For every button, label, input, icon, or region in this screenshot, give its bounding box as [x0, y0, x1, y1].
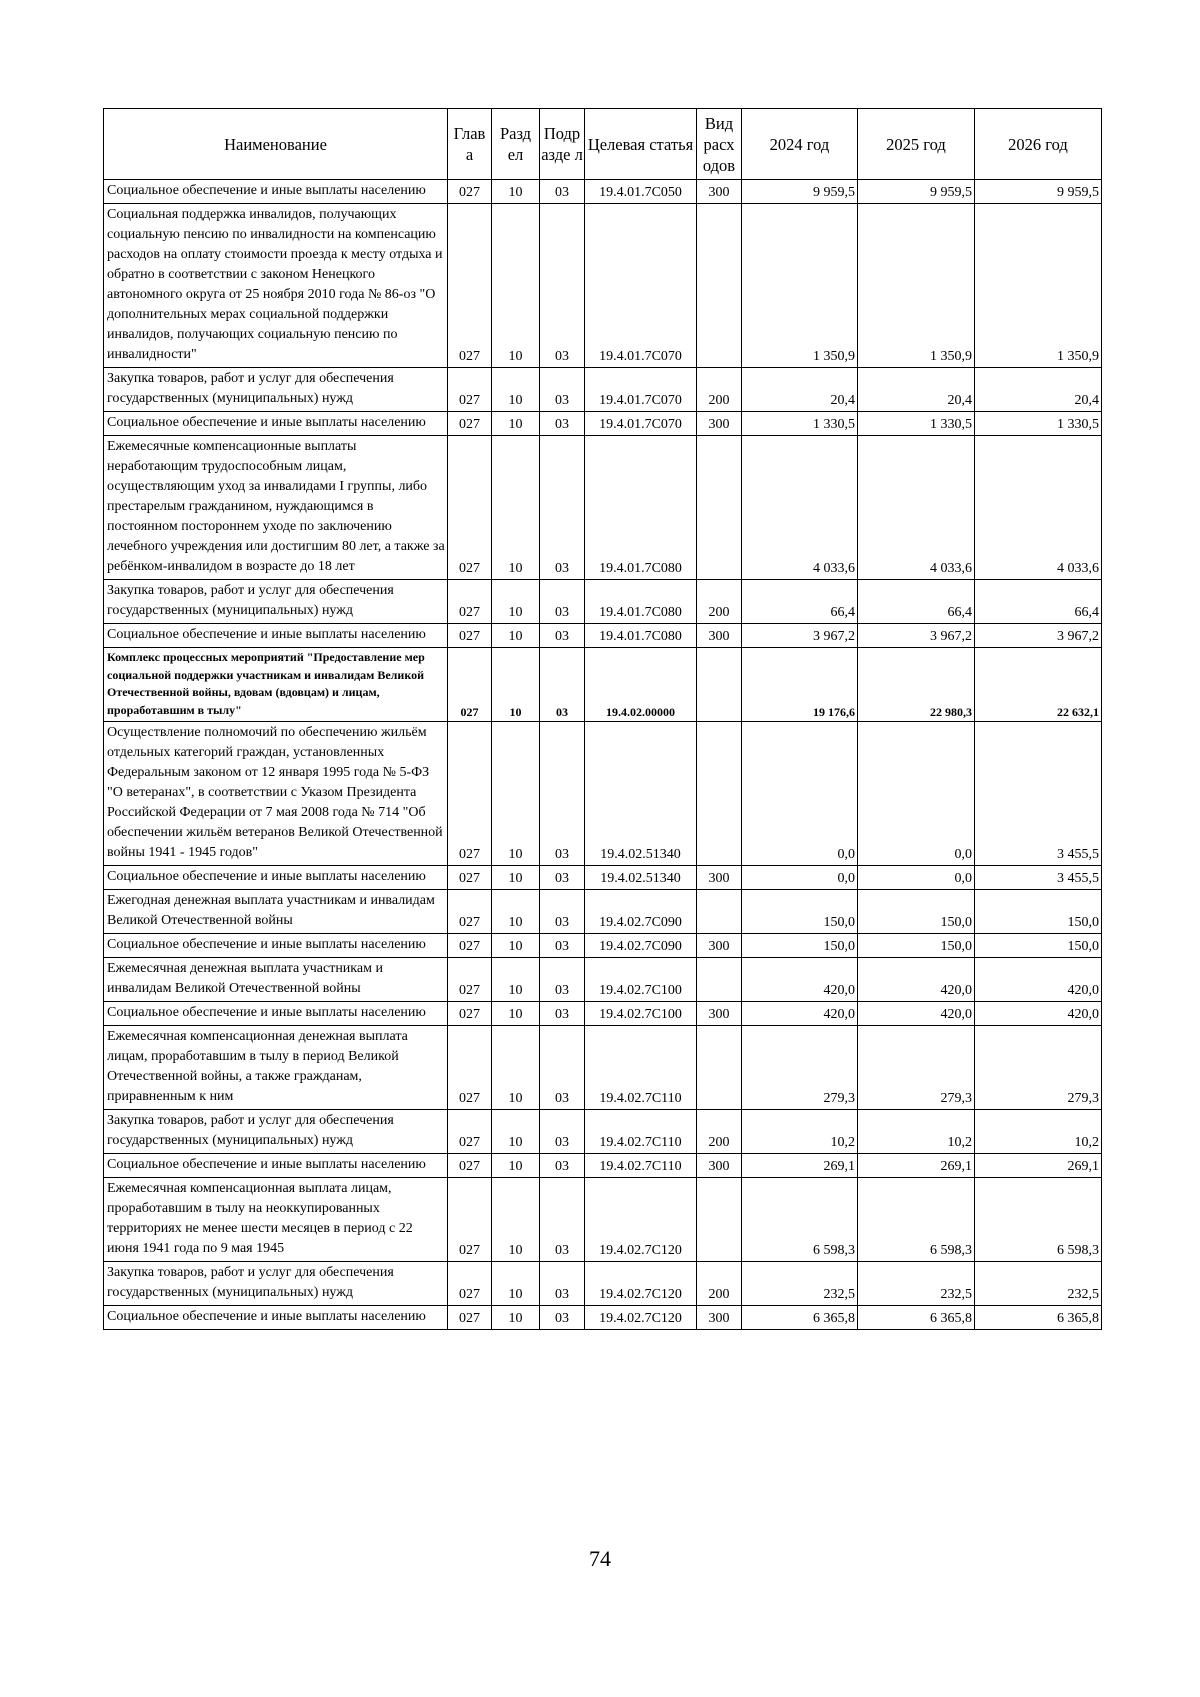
row-target-cell: 19.4.01.7С070 [585, 368, 697, 412]
row-2024-cell: 150,0 [742, 934, 858, 958]
row-subsection-cell: 03 [540, 1110, 585, 1154]
row-chapter-cell: 027 [448, 624, 492, 648]
row-2026-cell: 232,5 [975, 1262, 1102, 1306]
row-2024-cell: 1 330,5 [742, 412, 858, 436]
row-subsection-cell: 03 [540, 866, 585, 890]
row-2025-cell: 10,2 [858, 1110, 975, 1154]
row-name-cell: Закупка товаров, работ и услуг для обеспечения государственных (муниципальных) нужд [104, 368, 448, 412]
row-subsection-cell: 03 [540, 958, 585, 1002]
row-2026-cell: 279,3 [975, 1026, 1102, 1110]
row-chapter-cell: 027 [448, 890, 492, 934]
row-subsection-cell: 03 [540, 180, 585, 204]
row-name-cell: Ежегодная денежная выплата участникам и инвалидам Великой Отечественной войны [104, 890, 448, 934]
row-2026-cell: 6 598,3 [975, 1178, 1102, 1262]
table-row [104, 1002, 1102, 1026]
row-target-cell: 19.4.01.7С070 [585, 204, 697, 368]
row-2026-cell: 269,1 [975, 1154, 1102, 1178]
row-2025-cell: 0,0 [858, 866, 975, 890]
row-target-cell: 19.4.02.7С100 [585, 958, 697, 1002]
table-row [104, 1110, 1102, 1154]
row-chapter-cell: 027 [448, 436, 492, 580]
row-subsection-cell: 03 [540, 368, 585, 412]
row-chapter-cell: 027 [448, 368, 492, 412]
row-2026-cell: 20,4 [975, 368, 1102, 412]
row-expense-type-cell: 200 [697, 1110, 742, 1154]
row-chapter-cell: 027 [448, 934, 492, 958]
row-subsection-cell: 03 [540, 890, 585, 934]
row-2024-cell: 3 967,2 [742, 624, 858, 648]
row-target-cell: 19.4.02.00000 [585, 648, 697, 722]
row-target-cell: 19.4.01.7С080 [585, 624, 697, 648]
row-2026-cell: 66,4 [975, 580, 1102, 624]
header-section: Разд ел [492, 109, 540, 180]
row-name-cell: Закупка товаров, работ и услуг для обеспечения государственных (муниципальных) нужд [104, 580, 448, 624]
row-subsection-cell: 03 [540, 624, 585, 648]
header-expense-type: Вид расх одов [697, 109, 742, 180]
row-chapter-cell: 027 [448, 722, 492, 866]
row-chapter-cell: 027 [448, 1178, 492, 1262]
row-section-cell: 10 [492, 1110, 540, 1154]
row-2025-cell: 4 033,6 [858, 436, 975, 580]
row-expense-type-cell: 300 [697, 866, 742, 890]
header-subsection: Подр азде л [540, 109, 585, 180]
row-subsection-cell: 03 [540, 1306, 585, 1330]
row-target-cell: 19.4.02.7С110 [585, 1026, 697, 1110]
row-chapter-cell: 027 [448, 580, 492, 624]
row-expense-type-cell: 200 [697, 1262, 742, 1306]
row-chapter-cell: 027 [448, 1262, 492, 1306]
row-target-cell: 19.4.02.7С110 [585, 1154, 697, 1178]
row-subsection-cell: 03 [540, 412, 585, 436]
row-chapter-cell: 027 [448, 958, 492, 1002]
row-section-cell: 10 [492, 1306, 540, 1330]
row-2026-cell: 3 455,5 [975, 866, 1102, 890]
row-target-cell: 19.4.02.7С120 [585, 1178, 697, 1262]
row-name-cell: Ежемесячная компенсационная денежная выплата лицам, проработавшим в тылу в период Великой Отечественной войны, а также гражданам, приравненным к ним [104, 1026, 448, 1110]
row-name-cell: Ежемесячные компенсационные выплаты неработающим трудоспособным лицам, осуществляющим уход за инвалидами I группы, либо престарелым гражданином, нуждающимся в постоянном постороннем уходе по заключению лечебного учреждения или достигшим 80 лет, а также за ребёнком-инвалидом в возрасте до 18 лет [104, 436, 448, 580]
row-chapter-cell: 027 [448, 648, 492, 722]
row-name-cell: Социальная поддержка инвалидов, получающих социальную пенсию по инвалидности на компенсацию расходов на оплату стоимости проезда к месту отдыха и обратно в соответствии с законом Ненецкого автономного округа от 25 ноября 2010 года № 86-оз "О дополнительных мерах социальной поддержки инвалидов, получающих социальную пенсию по инвалидности" [104, 204, 448, 368]
row-name-cell: Закупка товаров, работ и услуг для обеспечения государственных (муниципальных) нужд [104, 1262, 448, 1306]
row-expense-type-cell: 300 [697, 1002, 742, 1026]
row-target-cell: 19.4.02.7С090 [585, 934, 697, 958]
row-chapter-cell: 027 [448, 1002, 492, 1026]
row-name-cell: Комплекс процессных мероприятий "Предоставление мер социальной поддержки участникам и инвалидам Великой Отечественной войны, вдовам (вдовцам) и лицам, проработавшим в тылу" [104, 648, 448, 722]
table-body [104, 180, 1102, 1330]
row-2024-cell: 6 365,8 [742, 1306, 858, 1330]
row-name-cell: Социальное обеспечение и иные выплаты населению [104, 180, 448, 204]
row-name-cell: Социальное обеспечение и иные выплаты населению [104, 866, 448, 890]
row-subsection-cell: 03 [540, 1154, 585, 1178]
row-2025-cell: 3 967,2 [858, 624, 975, 648]
row-2025-cell: 150,0 [858, 934, 975, 958]
row-2025-cell: 232,5 [858, 1262, 975, 1306]
row-section-cell: 10 [492, 648, 540, 722]
row-expense-type-cell [697, 1178, 742, 1262]
row-target-cell: 19.4.02.7С100 [585, 1002, 697, 1026]
row-expense-type-cell [697, 722, 742, 866]
row-expense-type-cell: 200 [697, 368, 742, 412]
row-2026-cell: 150,0 [975, 890, 1102, 934]
row-2024-cell: 9 959,5 [742, 180, 858, 204]
row-chapter-cell: 027 [448, 180, 492, 204]
table-row [104, 1154, 1102, 1178]
row-2024-cell: 10,2 [742, 1110, 858, 1154]
table-row [104, 412, 1102, 436]
table-row [104, 1178, 1102, 1262]
row-section-cell: 10 [492, 368, 540, 412]
header-chapter: Глав а [448, 109, 492, 180]
table-row [104, 890, 1102, 934]
row-2026-cell: 6 365,8 [975, 1306, 1102, 1330]
table-row [104, 204, 1102, 368]
row-2025-cell: 279,3 [858, 1026, 975, 1110]
row-2025-cell: 1 330,5 [858, 412, 975, 436]
row-name-cell: Социальное обеспечение и иные выплаты населению [104, 412, 448, 436]
row-2025-cell: 6 598,3 [858, 1178, 975, 1262]
row-section-cell: 10 [492, 722, 540, 866]
table-row [104, 1306, 1102, 1330]
table-row [104, 866, 1102, 890]
row-2024-cell: 19 176,6 [742, 648, 858, 722]
table-row [104, 1262, 1102, 1306]
row-target-cell: 19.4.01.7С050 [585, 180, 697, 204]
row-section-cell: 10 [492, 412, 540, 436]
row-section-cell: 10 [492, 204, 540, 368]
row-name-cell: Ежемесячная компенсационная выплата лицам, проработавшим в тылу на неоккупированных территориях не менее шести месяцев в период с 22 июня 1941 года по 9 мая 1945 [104, 1178, 448, 1262]
header-name: Наименование [104, 109, 448, 180]
row-2024-cell: 0,0 [742, 866, 858, 890]
budget-table [103, 108, 1102, 1330]
row-2025-cell: 420,0 [858, 1002, 975, 1026]
row-2025-cell: 150,0 [858, 890, 975, 934]
row-subsection-cell: 03 [540, 1262, 585, 1306]
row-section-cell: 10 [492, 180, 540, 204]
row-2024-cell: 1 350,9 [742, 204, 858, 368]
row-target-cell: 19.4.02.7С120 [585, 1262, 697, 1306]
row-2024-cell: 420,0 [742, 958, 858, 1002]
row-2026-cell: 1 350,9 [975, 204, 1102, 368]
row-expense-type-cell: 300 [697, 180, 742, 204]
page-number: 74 [589, 1546, 611, 1571]
row-section-cell: 10 [492, 1178, 540, 1262]
row-target-cell: 19.4.02.7С090 [585, 890, 697, 934]
row-chapter-cell: 027 [448, 1110, 492, 1154]
row-subsection-cell: 03 [540, 722, 585, 866]
row-expense-type-cell: 300 [697, 624, 742, 648]
row-subsection-cell: 03 [540, 436, 585, 580]
row-2026-cell: 4 033,6 [975, 436, 1102, 580]
row-section-cell: 10 [492, 624, 540, 648]
row-expense-type-cell [697, 648, 742, 722]
row-name-cell: Социальное обеспечение и иные выплаты населению [104, 934, 448, 958]
row-name-cell: Осуществление полномочий по обеспечению жильём отдельных категорий граждан, установленных Федеральным законом от 12 января 1995 года № 5-ФЗ "О ветеранах", в соответствии с Указом Президента Российской Федерации от 7 мая 2008 года № 714 "Об обеспечении жильём ветеранов Великой Отечественной войны 1941 - 1945 годов" [104, 722, 448, 866]
row-2025-cell: 66,4 [858, 580, 975, 624]
row-subsection-cell: 03 [540, 1026, 585, 1110]
row-2024-cell: 279,3 [742, 1026, 858, 1110]
row-2024-cell: 20,4 [742, 368, 858, 412]
table-row [104, 436, 1102, 580]
row-2026-cell: 1 330,5 [975, 412, 1102, 436]
row-2025-cell: 22 980,3 [858, 648, 975, 722]
row-2025-cell: 6 365,8 [858, 1306, 975, 1330]
table-row [104, 180, 1102, 204]
row-2026-cell: 3 967,2 [975, 624, 1102, 648]
row-2024-cell: 150,0 [742, 890, 858, 934]
row-subsection-cell: 03 [540, 1178, 585, 1262]
row-name-cell: Социальное обеспечение и иные выплаты населению [104, 1154, 448, 1178]
row-expense-type-cell: 200 [697, 580, 742, 624]
row-2024-cell: 6 598,3 [742, 1178, 858, 1262]
row-target-cell: 19.4.02.7С110 [585, 1110, 697, 1154]
row-section-cell: 10 [492, 958, 540, 1002]
row-target-cell: 19.4.02.51340 [585, 866, 697, 890]
row-name-cell: Ежемесячная денежная выплата участникам и инвалидам Великой Отечественной войны [104, 958, 448, 1002]
row-section-cell: 10 [492, 1026, 540, 1110]
row-section-cell: 10 [492, 1154, 540, 1178]
table-row [104, 1026, 1102, 1110]
row-subsection-cell: 03 [540, 1002, 585, 1026]
table-row [104, 580, 1102, 624]
row-expense-type-cell: 300 [697, 1306, 742, 1330]
row-subsection-cell: 03 [540, 204, 585, 368]
row-name-cell: Социальное обеспечение и иные выплаты населению [104, 1002, 448, 1026]
row-2024-cell: 0,0 [742, 722, 858, 866]
row-name-cell: Закупка товаров, работ и услуг для обеспечения государственных (муниципальных) нужд [104, 1110, 448, 1154]
row-2024-cell: 4 033,6 [742, 436, 858, 580]
row-name-cell: Социальное обеспечение и иные выплаты населению [104, 624, 448, 648]
row-2026-cell: 10,2 [975, 1110, 1102, 1154]
table-row [104, 624, 1102, 648]
row-section-cell: 10 [492, 580, 540, 624]
row-2025-cell: 20,4 [858, 368, 975, 412]
row-section-cell: 10 [492, 1002, 540, 1026]
table-row [104, 958, 1102, 1002]
row-expense-type-cell [697, 1026, 742, 1110]
row-2026-cell: 420,0 [975, 1002, 1102, 1026]
row-subsection-cell: 03 [540, 648, 585, 722]
row-2025-cell: 0,0 [858, 722, 975, 866]
row-expense-type-cell [697, 958, 742, 1002]
row-subsection-cell: 03 [540, 580, 585, 624]
row-2025-cell: 9 959,5 [858, 180, 975, 204]
row-2024-cell: 269,1 [742, 1154, 858, 1178]
row-chapter-cell: 027 [448, 412, 492, 436]
header-2025: 2025 год [858, 109, 975, 180]
row-target-cell: 19.4.01.7С080 [585, 580, 697, 624]
row-name-cell: Социальное обеспечение и иные выплаты населению [104, 1306, 448, 1330]
row-2026-cell: 22 632,1 [975, 648, 1102, 722]
row-2025-cell: 1 350,9 [858, 204, 975, 368]
row-chapter-cell: 027 [448, 1026, 492, 1110]
row-subsection-cell: 03 [540, 934, 585, 958]
row-expense-type-cell [697, 436, 742, 580]
row-2025-cell: 420,0 [858, 958, 975, 1002]
row-chapter-cell: 027 [448, 204, 492, 368]
row-section-cell: 10 [492, 866, 540, 890]
row-chapter-cell: 027 [448, 866, 492, 890]
header-2024: 2024 год [742, 109, 858, 180]
row-expense-type-cell: 300 [697, 1154, 742, 1178]
row-section-cell: 10 [492, 436, 540, 580]
row-target-cell: 19.4.02.7С120 [585, 1306, 697, 1330]
header-row [104, 109, 1102, 180]
row-target-cell: 19.4.01.7С070 [585, 412, 697, 436]
row-chapter-cell: 027 [448, 1306, 492, 1330]
row-2024-cell: 232,5 [742, 1262, 858, 1306]
row-section-cell: 10 [492, 890, 540, 934]
row-section-cell: 10 [492, 1262, 540, 1306]
header-2026: 2026 год [975, 109, 1102, 180]
table-row [104, 368, 1102, 412]
row-2026-cell: 420,0 [975, 958, 1102, 1002]
row-chapter-cell: 027 [448, 1154, 492, 1178]
row-2026-cell: 3 455,5 [975, 722, 1102, 866]
row-section-cell: 10 [492, 934, 540, 958]
row-2026-cell: 9 959,5 [975, 180, 1102, 204]
table-row [104, 934, 1102, 958]
table-row [104, 722, 1102, 866]
row-expense-type-cell: 300 [697, 412, 742, 436]
row-2026-cell: 150,0 [975, 934, 1102, 958]
row-2024-cell: 420,0 [742, 1002, 858, 1026]
row-2025-cell: 269,1 [858, 1154, 975, 1178]
row-target-cell: 19.4.01.7С080 [585, 436, 697, 580]
row-expense-type-cell [697, 890, 742, 934]
row-expense-type-cell: 300 [697, 934, 742, 958]
row-expense-type-cell [697, 204, 742, 368]
row-2024-cell: 66,4 [742, 580, 858, 624]
table-row [104, 648, 1102, 722]
header-target: Целевая статья [585, 109, 697, 180]
row-target-cell: 19.4.02.51340 [585, 722, 697, 866]
